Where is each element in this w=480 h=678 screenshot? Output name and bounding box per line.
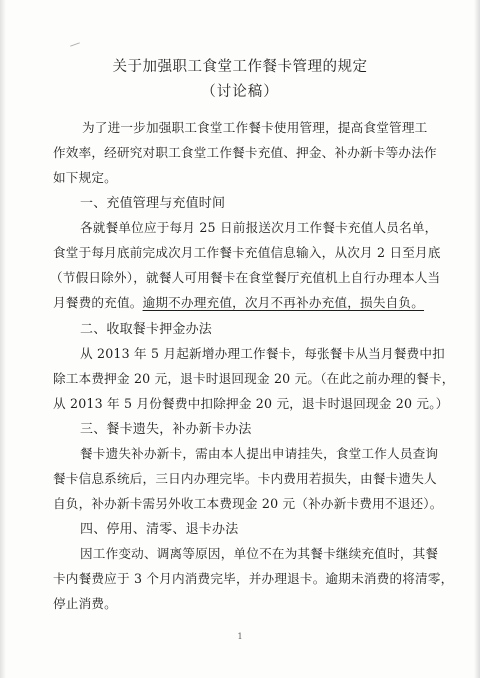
- section-2-line-3: 从 2013 年 5 月份餐费中扣除押金 20 元，退卡时退回现金 20 元。）: [53, 396, 449, 411]
- scan-edge-left: [0, 0, 6, 678]
- scan-edge-right: [474, 0, 480, 678]
- section-3-heading: 三、餐卡遗失，补办新卡办法: [80, 422, 252, 437]
- section-1-line-4: [53, 292, 424, 311]
- intro-line-3: 如下规定。: [53, 170, 117, 185]
- section-2-line-1: 从 2013 年 5 月起新增办理工作餐卡，每张餐卡从当月餐费中扣: [80, 346, 445, 361]
- section-1-heading: 一、充值管理与充值时间: [80, 196, 226, 211]
- intro-line-1: 为了进一步加强职工食堂工作餐卡使用管理，提高食堂管理工: [82, 120, 428, 135]
- section-3-line-2: 餐卡信息系统后，三日内办理完毕。卡内费用若损失，由餐卡遗失人: [53, 471, 437, 486]
- document-subtitle: （讨论稿）: [201, 84, 279, 100]
- intro-line-2: 作效率，经研究对职工食堂工作餐卡充值、押金、补办新卡等办法作: [53, 145, 437, 160]
- section-3-line-1: 餐卡遗失补办新卡，需由本人提出申请挂失，食堂工作人员查询: [80, 446, 439, 461]
- section-3-line-3: 自负，补办新卡需另外收工本费现金 20 元（补办新卡费用不退还）。: [53, 496, 443, 511]
- scan-mark: [70, 42, 80, 46]
- section-1-line-4-plain: 月餐费的充值。: [53, 295, 143, 310]
- section-1-line-1: 各就餐单位应于每月 25 日前报送次月工作餐卡充值人员名单，: [80, 220, 438, 235]
- section-1-line-3: （节假日除外），就餐人可用餐卡在食堂餐厅充值机上自行办理本人当: [50, 270, 441, 285]
- section-4-heading: 四、停用、清零、退卡办法: [80, 522, 239, 537]
- section-4-line-3: 停止消费。: [53, 596, 117, 611]
- section-2-line-2: 除工本费押金 20 元，退卡时退回现金 20 元。（在此之前办理的餐卡，: [53, 371, 455, 386]
- page-number: 1: [237, 632, 243, 641]
- section-1-line-4-underlined: 逾期不办理充值，次月不再补办充值，损失自负。: [142, 295, 425, 310]
- section-1-line-2: 食堂于每月底前完成次月工作餐卡充值信息输入，从次月 2 日至月底: [53, 245, 441, 260]
- section-4-line-2: 卡内餐费应于 3 个月内消费完毕，并办理退卡。逾期未消费的将清零，: [53, 571, 454, 586]
- section-4-line-1: 因工作变动、调离等原因，单位不在为其餐卡继续充值时，其餐: [80, 546, 439, 561]
- section-2-heading: 二、收取餐卡押金办法: [80, 322, 213, 337]
- document-title: 关于加强职工食堂工作餐卡管理的规定: [112, 59, 368, 75]
